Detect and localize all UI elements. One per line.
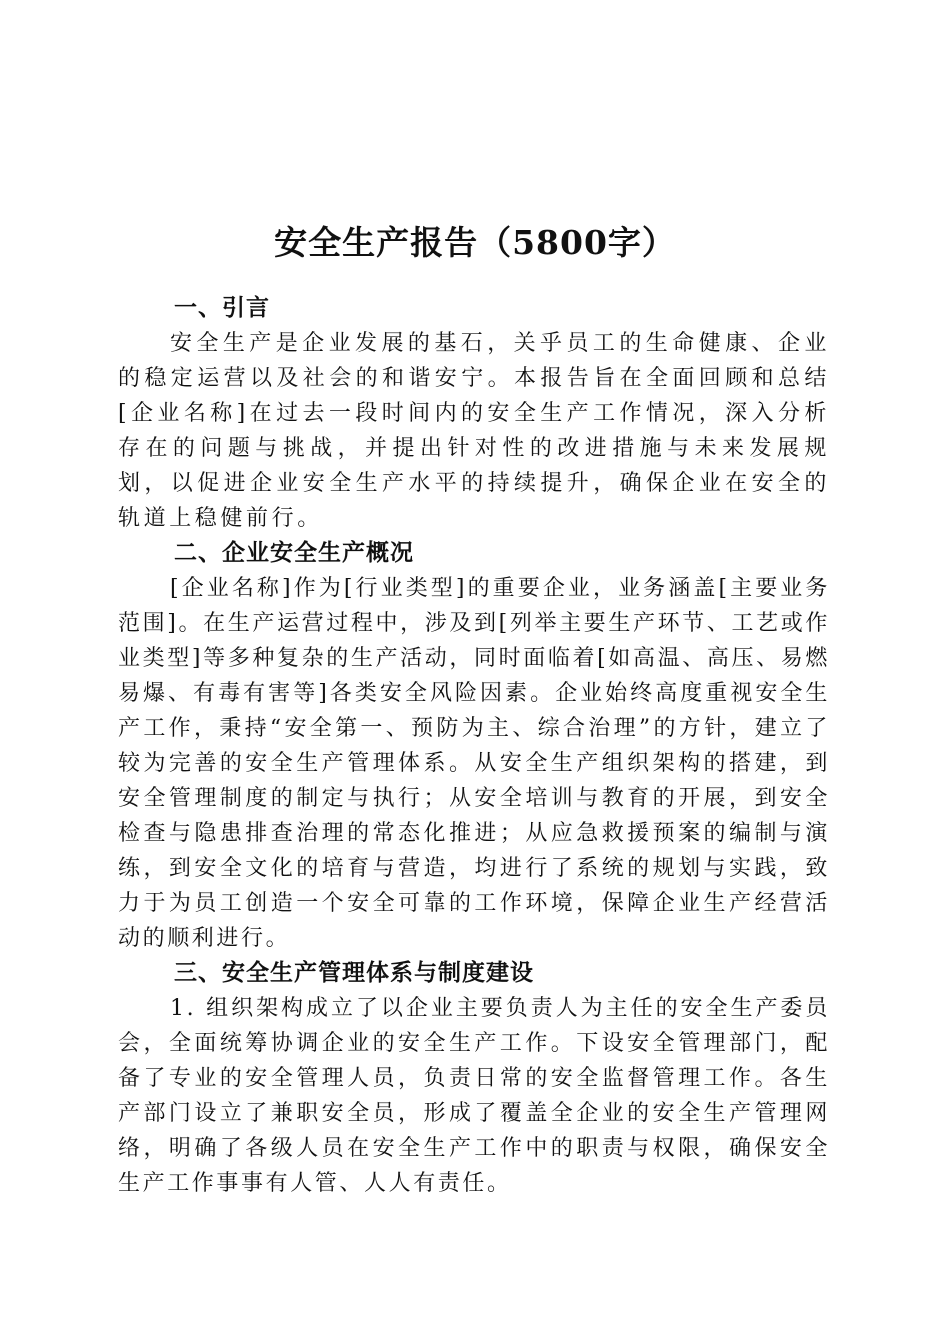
document-body	[118, 291, 830, 1201]
section-heading: 二、企业安全生产概况	[174, 540, 414, 566]
section-paragraph: [企业名称]作为[行业类型]的重要企业，业务涵盖[主要业务范围]。在生产运营过程中，涉及到[列举主要生产环节、工艺或作业类型]等多种复杂的生产活动，同时面临着[如高温、高压、易燃易爆、有毒有害等]各类安全风险因素。企业始终高度重视安全生产工作，秉持“安全第一、预防为主、综合治理”的方针，建立了较为完善的安全生产管理体系。从安全生产组织架构的搭建，到安全管理制度的制定与执行；从安全培训与教育的开展，到安全检查与隐患排查治理的常态化推进；从应急救援预案的编制与演练，到安全文化的培育与营造，均进行了系统的规划与实践，致力于为员工创造一个安全可靠的工作环境，保障企业生产经营活动的顺利进行。	[118, 576, 830, 951]
section-heading: 三、安全生产管理体系与制度建设	[174, 960, 534, 986]
section-overview	[118, 536, 830, 956]
section-introduction	[118, 291, 830, 536]
document-title: 安全生产报告（5800字）	[274, 223, 676, 263]
section-management-system	[118, 956, 830, 1201]
section-paragraph: 1. 组织架构成立了以企业主要负责人为主任的安全生产委员会，全面统筹协调企业的安全生产工作。下设安全管理部门，配备了专业的安全管理人员，负责日常的安全监督管理工作。各生产部门设立了兼职安全员，形成了覆盖全企业的安全生产管理网络，明确了各级人员在安全生产工作中的职责与权限，确保安全生产工作事事有人管、人人有责任。	[118, 996, 830, 1196]
section-paragraph: 安全生产是企业发展的基石，关乎员工的生命健康、企业的稳定运营以及社会的和谐安宁。本报告旨在全面回顾和总结[企业名称]在过去一段时间内的安全生产工作情况，深入分析存在的问题与挑战，并提出针对性的改进措施与未来发展规划，以促进企业安全生产水平的持续提升，确保企业在安全的轨道上稳健前行。	[118, 331, 830, 531]
section-heading: 一、引言	[174, 295, 270, 321]
